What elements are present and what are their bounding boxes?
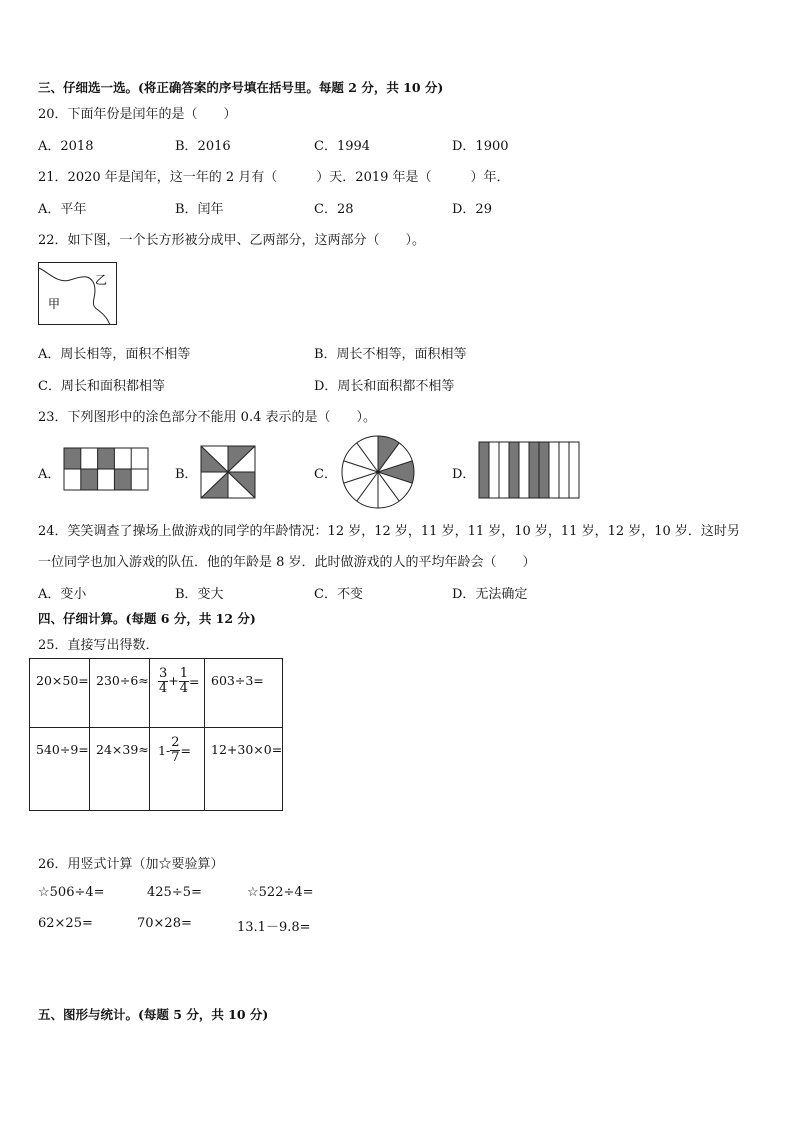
q23-option-a: A． xyxy=(38,467,61,482)
calc-cell: 603÷3= xyxy=(211,673,264,688)
q26-expr-5: 70×28= xyxy=(137,916,192,931)
calc-cell-fraction-diff xyxy=(150,728,204,796)
strips-figure-d xyxy=(478,441,580,499)
fraction-numerator: 1 xyxy=(179,666,189,681)
q21-stem: 21．2020 年是闰年，这一年的 2 月有（ ）天．2019 年是（ ）年． xyxy=(38,170,510,185)
q21-option-d: D．29 xyxy=(452,202,492,217)
q21-option-c: C．28 xyxy=(314,202,354,217)
equals-sign: = xyxy=(189,674,200,689)
q24-option-d: D．无法确定 xyxy=(452,587,528,602)
q24-option-c: C．不变 xyxy=(314,587,363,602)
q25-stem: 25．直接写出得数． xyxy=(38,638,159,653)
circle-sectors-figure-c xyxy=(340,434,416,510)
fraction-denominator: 4 xyxy=(159,681,168,696)
section-4-title: 四、仔细计算。(每题 6 分，共 12 分) xyxy=(38,611,256,626)
calc-cell: 540÷9= xyxy=(36,742,89,757)
q23-option-c: C． xyxy=(314,467,337,482)
q23-stem: 23．下列图形中的涂色部分不能用 0.4 表示的是（ ）。 xyxy=(38,410,376,425)
q21-option-a: A．平年 xyxy=(38,202,87,217)
q22-option-a: A．周长相等，面积不相等 xyxy=(38,347,191,362)
q26-expr-2: 425÷5= xyxy=(147,885,202,900)
q20-option-c: C．1994 xyxy=(314,139,371,154)
q24-line-2: 一位同学也加入游戏的队伍．他的年龄是 8 岁．此时做游戏的人的平均年龄会（ ） xyxy=(38,555,536,570)
calc-cell-fraction-sum xyxy=(150,659,204,727)
calc-cell: 20×50= xyxy=(36,673,89,688)
label-jia: 甲 xyxy=(48,297,61,311)
q24-option-a: A．变小 xyxy=(38,587,87,602)
q22-option-d: D．周长和面积都不相等 xyxy=(314,379,455,394)
calc-cell: 12+30×0= xyxy=(211,742,283,757)
square-triangles-figure-b xyxy=(199,444,257,500)
q20-stem: 20．下面年份是闰年的是（ ） xyxy=(38,107,237,122)
fraction-denominator: 4 xyxy=(179,681,189,696)
grid-figure-a xyxy=(63,446,149,494)
q26-expr-1: ☆506÷4= xyxy=(38,885,105,900)
q26-expr-3: ☆522÷4= xyxy=(247,885,314,900)
q22-option-c: C．周长和面积都相等 xyxy=(38,379,165,394)
plus-sign: + xyxy=(168,673,179,688)
calc-cell: 230÷6≈ xyxy=(96,673,149,688)
q24-line-1: 24．笑笑调查了操场上做游戏的同学的年龄情况：12 岁，12 岁，11 岁，11 岁，10 岁，11 岁，12 岁，10 岁．这时另 xyxy=(38,524,740,539)
label-yi: 乙 xyxy=(95,273,108,287)
fraction-numerator: 3 xyxy=(159,666,168,681)
q20-option-d: D．1900 xyxy=(452,139,509,154)
q25-calc-table xyxy=(29,658,283,811)
q23-option-b: B． xyxy=(175,467,198,482)
calc-cell: 24×39≈ xyxy=(96,742,149,757)
q20-option-a: A．2018 xyxy=(38,139,94,154)
fraction-numerator: 2 xyxy=(171,735,180,750)
q26-expr-4: 62×25= xyxy=(38,916,93,931)
one-minus: 1- xyxy=(158,743,171,758)
section-3-title: 三、仔细选一选。(将正确答案的序号填在括号里。每题 2 分，共 10 分) xyxy=(38,80,444,95)
fraction-denominator: 7 xyxy=(171,750,180,765)
q22-stem: 22．如下图，一个长方形被分成甲、乙两部分，这两部分（ ）。 xyxy=(38,233,426,248)
q26-expr-6: 13.1－9.8= xyxy=(237,920,311,935)
q26-stem: 26．用竖式计算（加☆要验算） xyxy=(38,857,224,872)
q20-option-b: B．2016 xyxy=(175,139,231,154)
q23-option-d: D． xyxy=(452,467,476,482)
q24-option-b: B．变大 xyxy=(175,587,224,602)
rectangle-split-figure xyxy=(38,262,118,326)
section-5-title: 五、图形与统计。(每题 5 分，共 10 分) xyxy=(38,1007,269,1022)
q22-option-b: B．周长不相等，面积相等 xyxy=(314,347,467,362)
equals-sign: = xyxy=(180,743,191,758)
q21-option-b: B．闰年 xyxy=(175,202,224,217)
